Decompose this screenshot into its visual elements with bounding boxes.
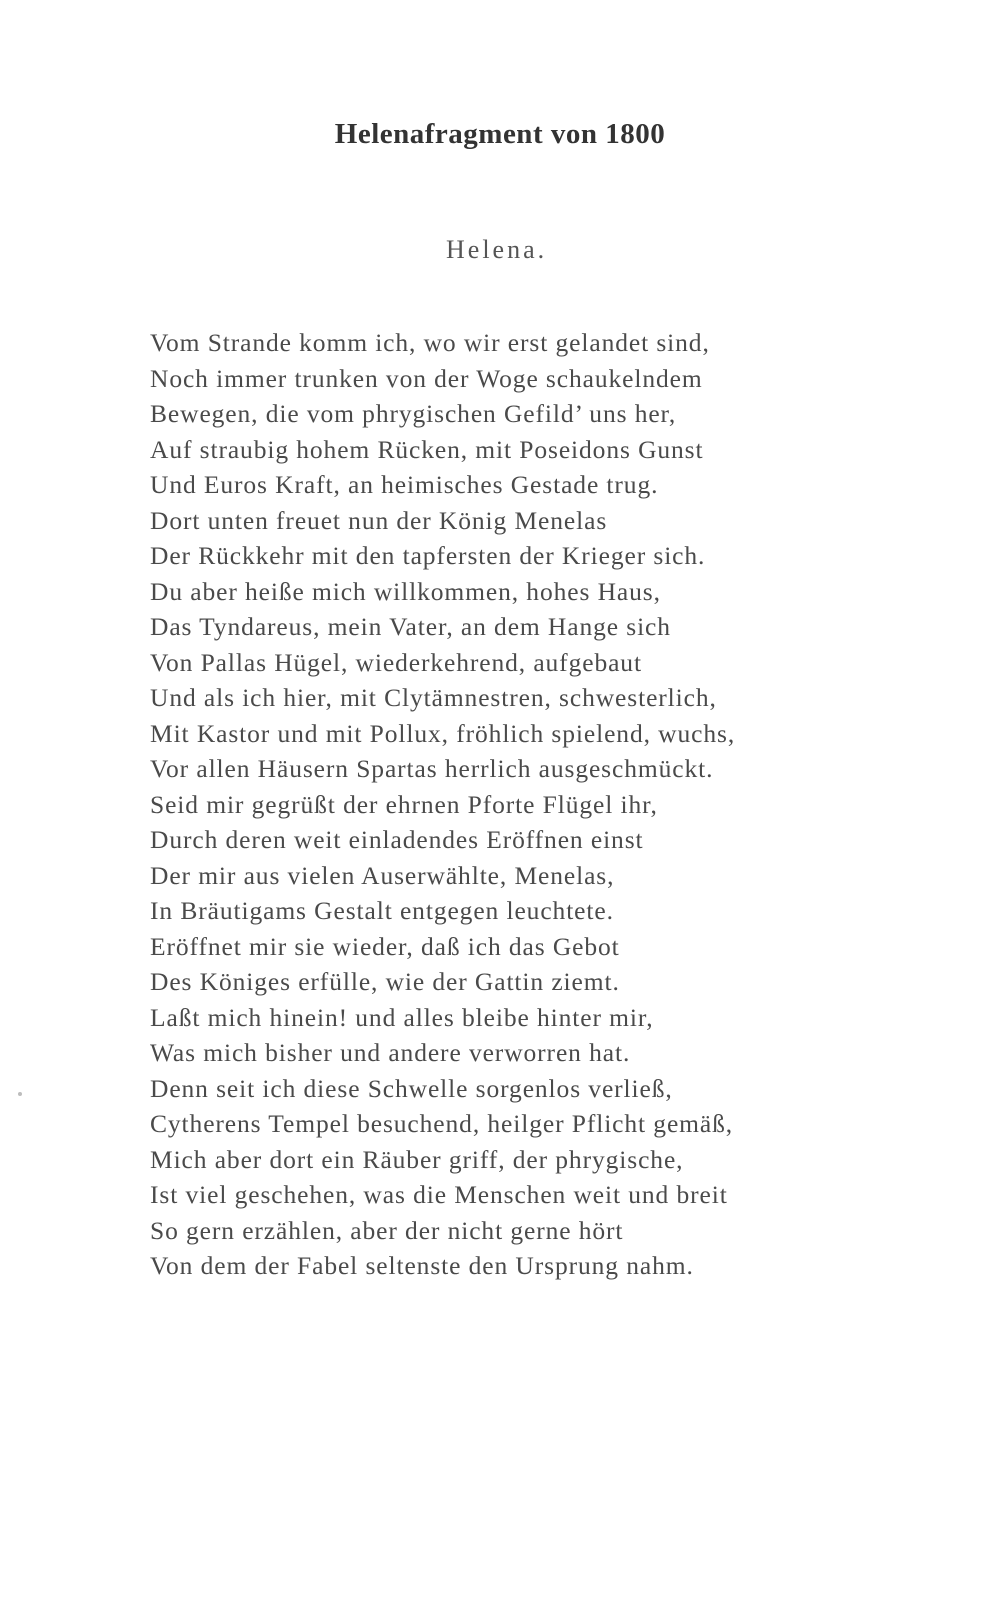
verse-line: Mich aber dort ein Räuber griff, der phrygische, <box>150 1144 684 1174</box>
margin-speck <box>18 1092 22 1096</box>
verse-line: Vom Strande komm ich, wo wir erst gelandet sind, <box>150 328 710 357</box>
verse-line: Das Tyndareus, mein Vater, an dem Hange sich <box>150 612 671 641</box>
verse-block <box>150 325 850 1284</box>
verse-line: Der Rückkehr mit den tapfersten der Krieger sich. <box>150 541 706 570</box>
verse-line: Und als ich hier, mit Clytämnestren, schwesterlich, <box>150 683 717 712</box>
verse-line: Des Königes erfülle, wie der Gattin ziemt. <box>150 967 620 996</box>
verse-line: In Bräutigams Gestalt entgegen leuchtete. <box>150 896 614 925</box>
verse-line: Noch immer trunken von der Woge schaukelndem <box>150 363 703 393</box>
verse-line: Auf straubig hohem Rücken, mit Poseidons Gunst <box>150 434 704 464</box>
verse-line: So gern erzählen, aber der nicht gerne hört <box>150 1215 624 1245</box>
verse-line: Seid mir gegrüßt der ehrnen Pforte Flügel ihr, <box>150 789 658 819</box>
verse-line: Mit Kastor und mit Pollux, fröhlich spielend, wuchs, <box>150 718 736 748</box>
verse-line: Bewegen, die vom phrygischen Gefild’ uns her, <box>150 399 677 428</box>
page-title: Helenafragment von 1800 <box>334 118 666 150</box>
verse-line: Durch deren weit einladendes Eröffnen einst <box>150 825 644 854</box>
verse-line: Und Euros Kraft, an heimisches Gestade trug. <box>150 470 659 499</box>
verse-line: Dort unten freuet nun der König Menelas <box>150 505 608 535</box>
verse-line: Der mir aus vielen Auserwählte, Menelas, <box>150 860 615 890</box>
verse-line: Eröffnet mir sie wieder, daß ich das Gebot <box>150 931 620 961</box>
verse-line: Denn seit ich diese Schwelle sorgenlos verließ, <box>150 1073 673 1103</box>
verse-line: Vor allen Häusern Spartas herrlich ausgeschmückt. <box>150 754 714 783</box>
verse-line: Von Pallas Hügel, wiederkehrend, aufgebaut <box>150 647 642 677</box>
speaker-name: Helena. <box>446 235 548 264</box>
verse-line: Ist viel geschehen, was die Menschen weit und breit <box>150 1180 728 1209</box>
verse-line: Du aber heiße mich willkommen, hohes Haus, <box>150 576 661 606</box>
verse-line: Was mich bisher und andere verworren hat. <box>150 1038 631 1067</box>
verse-line: Von dem der Fabel seltenste den Ursprung nahm. <box>150 1251 694 1280</box>
verse-line: Cytherens Tempel besuchend, heilger Pflicht gemäß, <box>150 1109 734 1138</box>
verse-line: Laßt mich hinein! und alles bleibe hinter mir, <box>150 1002 654 1032</box>
